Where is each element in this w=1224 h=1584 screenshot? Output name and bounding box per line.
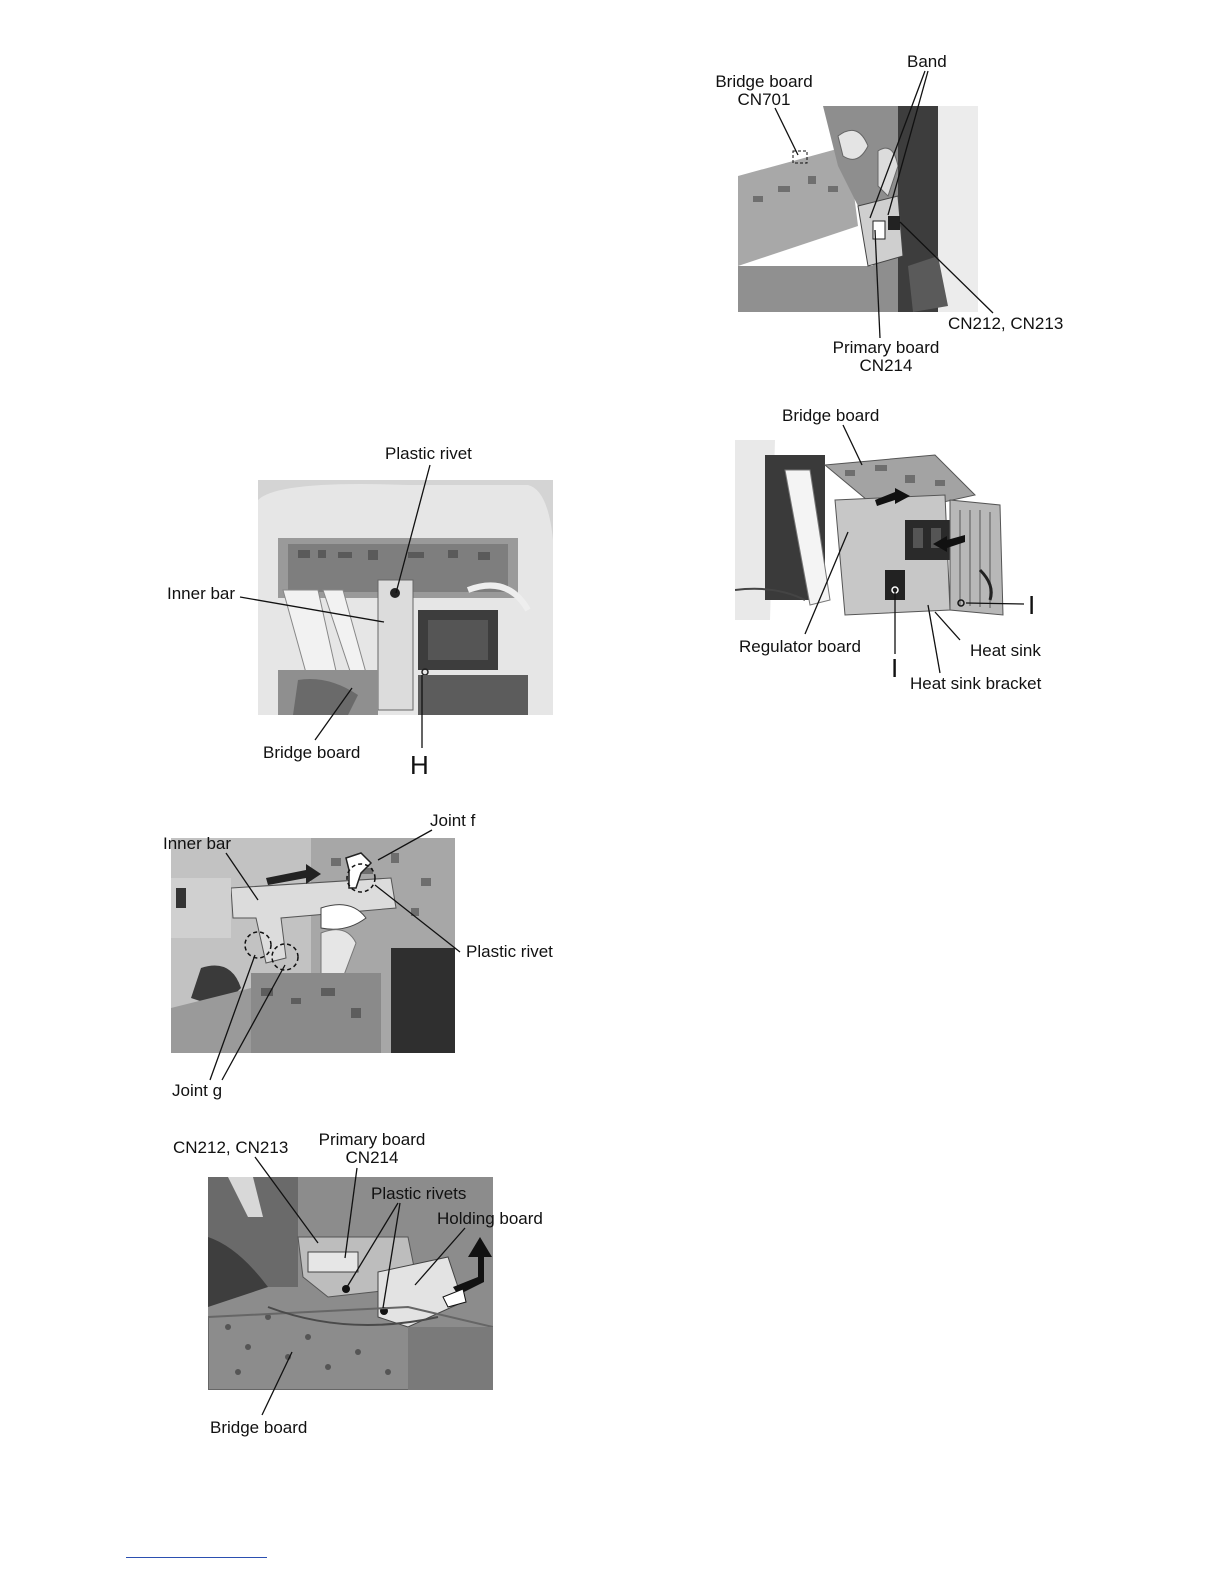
- footer-link-underline[interactable]: [126, 1557, 267, 1558]
- marker-i-right: I: [1028, 590, 1036, 620]
- photo-regulator-heat-sink-image: [735, 440, 1005, 620]
- label-primary-board-fig4-line2: CN214: [859, 356, 913, 375]
- label-joint-g: Joint g: [172, 1081, 223, 1100]
- label-primary-board-fig3-line2: CN214: [345, 1148, 399, 1167]
- marker-i-bottom: I: [891, 653, 899, 683]
- photo-inner-bar-joints-image: [171, 838, 455, 1053]
- label-cn212-cn213-fig4: CN212, CN213: [948, 314, 1064, 333]
- label-joint-f: Joint f: [430, 811, 476, 830]
- label-cn212-cn213-fig3: CN212, CN213: [173, 1138, 289, 1157]
- label-bridge-board-cn701: [705, 73, 823, 109]
- label-bridge-board-fig5: Bridge board: [782, 406, 880, 425]
- label-primary-board-fig3-line1: Primary board: [318, 1130, 426, 1149]
- photo-inner-bar-rivet-image: [258, 480, 553, 715]
- label-heat-sink-bracket: Heat sink bracket: [910, 674, 1042, 693]
- label-bridge-board-cn701-line2: CN701: [737, 90, 791, 109]
- label-plastic-rivet-fig2: Plastic rivet: [466, 942, 553, 961]
- label-primary-board-fig4: [826, 339, 946, 375]
- label-band: Band: [907, 52, 947, 71]
- photo-band-connectors: [738, 106, 978, 312]
- label-inner-bar-fig1: Inner bar: [167, 584, 236, 603]
- label-primary-board-fig4-line1: Primary board: [832, 338, 940, 357]
- photo-inner-bar-rivet: [258, 480, 553, 715]
- label-primary-board-fig3: [312, 1131, 432, 1167]
- photo-regulator-heat-sink: [735, 440, 1005, 620]
- label-regulator-board: Regulator board: [739, 637, 861, 656]
- marker-h: H: [410, 750, 429, 780]
- label-bridge-board-fig1: Bridge board: [263, 743, 361, 762]
- label-inner-bar-fig2: Inner bar: [163, 834, 232, 853]
- label-holding-board: Holding board: [437, 1209, 543, 1228]
- label-plastic-rivet-fig1: Plastic rivet: [385, 444, 472, 463]
- label-heat-sink: Heat sink: [970, 641, 1041, 660]
- photo-band-connectors-image: [738, 106, 978, 312]
- photo-inner-bar-joints: [171, 838, 455, 1053]
- label-bridge-board-fig3: Bridge board: [210, 1418, 308, 1437]
- label-plastic-rivets: Plastic rivets: [371, 1184, 467, 1203]
- label-bridge-board-cn701-line1: Bridge board: [715, 72, 813, 91]
